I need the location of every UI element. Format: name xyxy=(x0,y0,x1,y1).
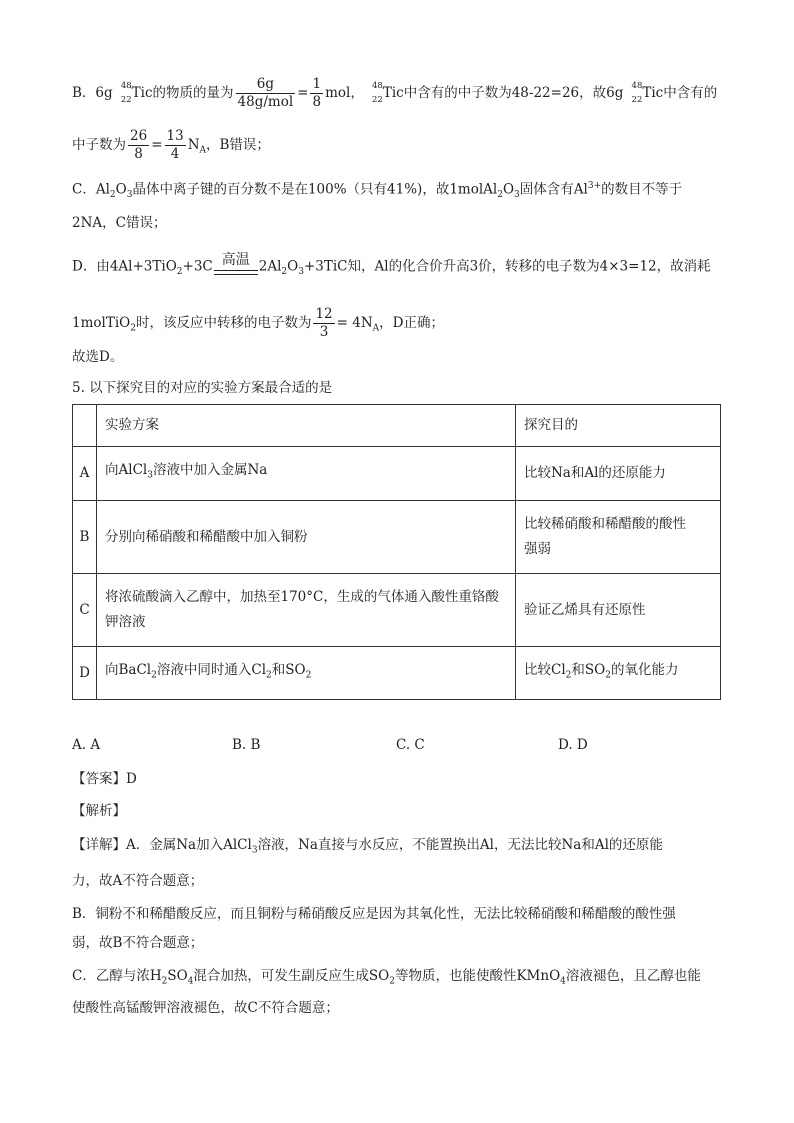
isotope-notation: 48 22 xyxy=(372,80,383,105)
section-d-line1: D．由4Al+3TiO$_2$+3C 高温 $2Al_2O_3+3TiC$知，Al的化合价升高3价，转移的电子数为4×3=12，故消耗 xyxy=(72,253,711,281)
fraction-one-eighth: $\frac{1}{8}$ xyxy=(312,76,322,110)
detail-line-1: 【详解】A．金属Na加入AlCl$_3$溶液，Na直接与水反应，不能置换出Al，无法比较Na和Al的还原能 xyxy=(72,837,663,856)
header-goal: 探究目的 xyxy=(516,405,721,447)
table-row: D 向BaCl$_2$溶液中同时通入$Cl_2$和$SO_2$ 比较$Cl_2$和$SO_2$的氧化能力 xyxy=(73,647,721,700)
detail-line-6: 使酸性高锰酸钾溶液褪色，故C不符合题意； xyxy=(72,1000,339,1016)
experiment-table xyxy=(72,404,721,700)
option-d: D. D xyxy=(558,737,588,753)
table-row: B 分别向稀硝酸和稀醋酸中加入铜粉 比较稀硝酸和稀醋酸的酸性 强弱 xyxy=(73,501,721,574)
fraction-12-over-3: $\frac{12}{3}$ xyxy=(315,306,333,340)
section-c-line2: 2NA，C错误； xyxy=(72,215,167,231)
section-c-line1: C．$Al_2O_3$晶体中离子键的百分数不是在100%（只有41%)，故$1molAl_2O_3$固体含有$Al^{3+}$的数目不等于 xyxy=(72,181,683,201)
isotope-notation: 48 22 xyxy=(631,80,643,105)
isotope-notation: 48 22 xyxy=(120,80,132,105)
analysis-label: 【解析】 xyxy=(72,803,126,819)
conclusion-text: 故选D。 xyxy=(72,349,124,365)
fraction-mass-over-molar: $\frac{6g}{\text{48g/mol}}$ xyxy=(237,76,294,110)
fraction-26-over-8: $\frac{26}{8}$ xyxy=(130,128,148,162)
answer-label: 【答案】D xyxy=(72,771,137,787)
header-plan: 实验方案 xyxy=(97,405,516,447)
question-5-stem: 5. 以下探究目的对应的实验方案最合适的是 xyxy=(72,380,333,396)
section-d-line2: 1molTiO$_2$时，该反应中转移的电子数为 $\frac{12}{3}$ = $4N_A$，D正确； xyxy=(72,306,444,340)
fraction-13-over-4: $\frac{13}{4}$ xyxy=(166,128,184,162)
reaction-arrow: 高温 xyxy=(214,253,258,281)
detail-line-4: 弱，故B不符合题意； xyxy=(72,935,204,951)
table-row: C 将浓硫酸滴入乙醇中，加热至170°C，生成的气体通入酸性重铬酸 钾溶液 验证乙烯具有还原性 xyxy=(73,574,721,647)
option-c: C. C xyxy=(396,737,425,753)
option-b: B. B xyxy=(232,737,261,753)
section-b-line2: 中子数为 $\frac{26}{8}$ = $\frac{13}{4}$ $N_A$，B错误； xyxy=(72,128,270,162)
detail-line-2: 力，故A不符合题意； xyxy=(72,873,204,889)
option-a: A. A xyxy=(72,737,101,753)
section-b-line1: B．6g 48 22 Tic的物质的量为 $\frac{6g}{\text{48g/mol}}$ = $\frac{1}{8}$ mol， 48 22 Tic中含有的中子数为48-22=26，故6g 48 22 Tic中含有的 xyxy=(72,76,718,110)
table-row: A 向AlCl$_3$溶液中加入金属Na 比较Na和Al的还原能力 xyxy=(73,447,721,501)
detail-line-5: C．乙醇与浓$H_2SO_4$混合加热，可发生副反应生成$SO_2$等物质，也能使酸性KMnO$_4$溶液褪色，且乙醇也能 xyxy=(72,968,701,987)
detail-line-3: B．铜粉不和稀醋酸反应，而且铜粉与稀硝酸反应是因为其氧化性，无法比较稀硝酸和稀醋酸的酸性强 xyxy=(72,906,676,922)
table-header-row xyxy=(73,405,721,447)
